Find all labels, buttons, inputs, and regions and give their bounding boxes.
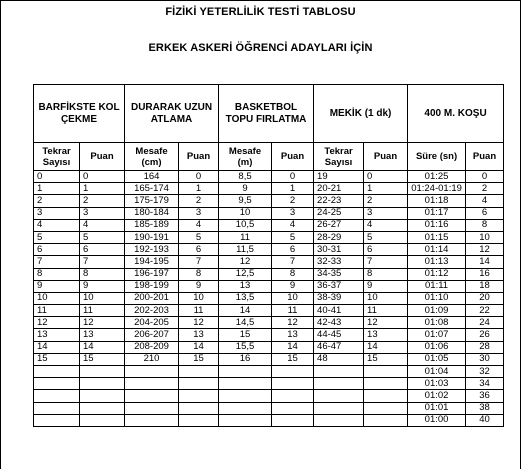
table-cell: 01:18 [408, 195, 466, 207]
table-cell: 10 [272, 292, 314, 304]
table-cell: 10 [466, 231, 504, 243]
table-cell: 4 [466, 195, 504, 207]
table-cell: 20-21 [314, 183, 364, 195]
table-cell: 01:15 [408, 231, 466, 243]
table-cell: 12 [179, 317, 219, 329]
table-cell: 13 [179, 329, 219, 341]
table-cell: 4 [364, 219, 408, 231]
table-cell: 18 [466, 280, 504, 292]
table-cell [364, 390, 408, 402]
table-cell: 11 [179, 305, 219, 317]
table-cell: 11 [364, 305, 408, 317]
table-cell: 204-205 [125, 317, 179, 329]
table-cell [80, 414, 125, 426]
sub-header-score: Puan [364, 143, 408, 171]
table-cell: 38-39 [314, 292, 364, 304]
table-cell: 6 [272, 244, 314, 256]
table-cell: 2 [80, 195, 125, 207]
table-cell: 28 [466, 341, 504, 353]
table-cell: 200-201 [125, 292, 179, 304]
table-cell: 15 [272, 353, 314, 365]
table-row [34, 268, 504, 280]
table-cell [179, 402, 219, 414]
table-cell: 13 [80, 329, 125, 341]
table-cell: 12 [80, 317, 125, 329]
table-cell: 10 [80, 292, 125, 304]
table-cell: 15 [364, 353, 408, 365]
table-cell: 5 [80, 231, 125, 243]
table-cell: 5 [272, 231, 314, 243]
table-cell [34, 402, 80, 414]
table-cell: 4 [272, 219, 314, 231]
table-cell [34, 366, 80, 378]
sub-header-score: Puan [179, 143, 219, 171]
table-cell: 14 [179, 341, 219, 353]
table-cell [34, 414, 80, 426]
table-cell: 6 [364, 244, 408, 256]
table-cell [179, 414, 219, 426]
table-cell: 13 [219, 280, 272, 292]
table-cell: 12 [364, 317, 408, 329]
table-cell: 2 [34, 195, 80, 207]
table-row [34, 183, 504, 195]
table-cell: 36 [466, 390, 504, 402]
table-cell: 01:16 [408, 219, 466, 231]
table-cell: 14,5 [219, 317, 272, 329]
table-cell: 30-31 [314, 244, 364, 256]
table-cell: 01:12 [408, 268, 466, 280]
table-cell: 9 [179, 280, 219, 292]
table-cell [80, 390, 125, 402]
table-cell [364, 378, 408, 390]
table-cell: 28-29 [314, 231, 364, 243]
table-cell: 13,5 [219, 292, 272, 304]
table-cell: 190-191 [125, 231, 179, 243]
table-row [34, 390, 504, 402]
table-cell [80, 378, 125, 390]
table-row [34, 244, 504, 256]
table-cell [125, 390, 179, 402]
table-cell [34, 390, 80, 402]
table-cell: 36-37 [314, 280, 364, 292]
table-cell: 2 [364, 195, 408, 207]
table-cell [272, 378, 314, 390]
table-cell: 196-197 [125, 268, 179, 280]
table-row [34, 329, 504, 341]
table-cell [314, 390, 364, 402]
table-cell [272, 390, 314, 402]
table-cell [219, 414, 272, 426]
table-cell: 13 [272, 329, 314, 341]
table-cell: 15,5 [219, 341, 272, 353]
table-cell: 10 [364, 292, 408, 304]
group-header-basketball-throw: BASKETBOL TOPU FIRLATMA [219, 85, 314, 143]
table-cell [314, 414, 364, 426]
table-cell: 198-199 [125, 280, 179, 292]
table-cell: 8 [364, 268, 408, 280]
table-cell: 0 [466, 171, 504, 183]
sub-header-score: Puan [272, 143, 314, 171]
sub-header-score: Puan [80, 143, 125, 171]
table-cell: 3 [80, 207, 125, 219]
table-cell [272, 402, 314, 414]
table-cell: 24-25 [314, 207, 364, 219]
table-cell: 01:24-01:19 [408, 183, 466, 195]
table-row [34, 414, 504, 426]
table-cell: 34-35 [314, 268, 364, 280]
table-cell: 15 [179, 353, 219, 365]
table-cell: 11 [219, 231, 272, 243]
table-cell [179, 378, 219, 390]
table-cell: 3 [34, 207, 80, 219]
table-cell [364, 366, 408, 378]
table-row [34, 305, 504, 317]
table-row [34, 207, 504, 219]
table-cell [272, 414, 314, 426]
table-cell: 1 [179, 183, 219, 195]
table-cell [125, 366, 179, 378]
table-cell: 0 [80, 171, 125, 183]
table-cell: 11,5 [219, 244, 272, 256]
table-cell: 32 [466, 366, 504, 378]
table-cell: 20 [466, 292, 504, 304]
table-cell: 01:04 [408, 366, 466, 378]
table-cell: 14 [219, 305, 272, 317]
table-cell: 42-43 [314, 317, 364, 329]
table-cell: 34 [466, 378, 504, 390]
table-cell: 01:11 [408, 280, 466, 292]
table-cell [364, 414, 408, 426]
table-cell [80, 366, 125, 378]
table-row [34, 195, 504, 207]
table-cell: 194-195 [125, 256, 179, 268]
group-header-400m-run: 400 M. KOŞU [408, 85, 504, 143]
table-cell: 0 [34, 171, 80, 183]
table-cell: 11 [34, 305, 80, 317]
table-cell: 01:05 [408, 353, 466, 365]
table-cell: 9 [34, 280, 80, 292]
group-header-pullup: BARFİKSTE KOL ÇEKME [34, 85, 125, 143]
table-cell: 206-207 [125, 329, 179, 341]
table-cell: 01:06 [408, 341, 466, 353]
table-cell: 12 [272, 317, 314, 329]
table-cell: 12 [219, 256, 272, 268]
table-cell: 6 [80, 244, 125, 256]
table-cell: 48 [314, 353, 364, 365]
table-cell: 164 [125, 171, 179, 183]
sub-header-score: Puan [466, 143, 504, 171]
table-cell: 13 [364, 329, 408, 341]
table-cell: 32-33 [314, 256, 364, 268]
table-cell: 3 [364, 207, 408, 219]
table-cell: 1 [272, 183, 314, 195]
table-row [34, 219, 504, 231]
table-cell: 14 [80, 341, 125, 353]
table-row [34, 317, 504, 329]
table-cell [219, 390, 272, 402]
table-cell: 7 [179, 256, 219, 268]
table-cell: 22 [466, 305, 504, 317]
table-cell: 0 [364, 171, 408, 183]
table-cell: 3 [272, 207, 314, 219]
table-cell: 26 [466, 329, 504, 341]
table-cell [179, 390, 219, 402]
table-cell [219, 402, 272, 414]
table-cell: 01:07 [408, 329, 466, 341]
table-row [34, 353, 504, 365]
document-title: FİZİKİ YETERLİLİK TESTİ TABLOSU [165, 6, 356, 18]
table-cell: 202-203 [125, 305, 179, 317]
table-cell: 01:10 [408, 292, 466, 304]
table-cell: 01:25 [408, 171, 466, 183]
table-cell: 165-174 [125, 183, 179, 195]
table-cell: 5 [364, 231, 408, 243]
table-cell: 9 [272, 280, 314, 292]
table-cell: 7 [272, 256, 314, 268]
table-cell: 5 [179, 231, 219, 243]
sub-header-measure: Süre (sn) [408, 143, 466, 171]
table-row [34, 292, 504, 304]
fitness-test-table [33, 84, 504, 427]
table-cell: 01:00 [408, 414, 466, 426]
table-row [34, 171, 504, 183]
sub-header-row [34, 143, 504, 171]
table-cell: 10 [34, 292, 80, 304]
table-cell [272, 366, 314, 378]
table-cell: 210 [125, 353, 179, 365]
table-cell: 9 [219, 183, 272, 195]
table-cell: 3 [179, 207, 219, 219]
table-cell [125, 414, 179, 426]
table-cell: 19 [314, 171, 364, 183]
table-cell: 8 [272, 268, 314, 280]
table-cell: 4 [34, 219, 80, 231]
table-cell [219, 366, 272, 378]
table-cell: 24 [466, 317, 504, 329]
table-cell: 15 [80, 353, 125, 365]
table-cell: 16 [219, 353, 272, 365]
table-cell: 13 [34, 329, 80, 341]
table-cell: 1 [364, 183, 408, 195]
table-cell: 46-47 [314, 341, 364, 353]
table-cell: 38 [466, 402, 504, 414]
table-cell [364, 402, 408, 414]
table-cell: 01:03 [408, 378, 466, 390]
table-cell: 26-27 [314, 219, 364, 231]
table-cell: 14 [34, 341, 80, 353]
group-header-row [34, 85, 504, 143]
table-cell [125, 378, 179, 390]
table-cell: 01:08 [408, 317, 466, 329]
table-cell: 7 [80, 256, 125, 268]
table-cell: 9,5 [219, 195, 272, 207]
table-cell: 10 [179, 292, 219, 304]
table-cell: 40-41 [314, 305, 364, 317]
table-cell: 11 [272, 305, 314, 317]
table-cell: 44-45 [314, 329, 364, 341]
table-cell: 01:14 [408, 244, 466, 256]
table-cell: 1 [80, 183, 125, 195]
table-cell: 12,5 [219, 268, 272, 280]
table-cell: 10 [219, 207, 272, 219]
table-cell: 8 [34, 268, 80, 280]
table-cell: 6 [466, 207, 504, 219]
table-row [34, 280, 504, 292]
table-cell: 14 [466, 256, 504, 268]
table-row [34, 256, 504, 268]
sub-header-measure: Mesafe (m) [219, 143, 272, 171]
table-cell: 180-184 [125, 207, 179, 219]
table-cell: 14 [272, 341, 314, 353]
table-cell [80, 402, 125, 414]
table-cell [314, 366, 364, 378]
table-cell: 9 [80, 280, 125, 292]
table-cell: 40 [466, 414, 504, 426]
table-cell: 208-209 [125, 341, 179, 353]
table-row [34, 402, 504, 414]
table-cell: 12 [466, 244, 504, 256]
table-row [34, 231, 504, 243]
table-cell: 8 [466, 219, 504, 231]
table-cell: 10,5 [219, 219, 272, 231]
table-cell: 12 [34, 317, 80, 329]
table-cell [179, 366, 219, 378]
table-cell: 0 [272, 171, 314, 183]
table-cell [314, 378, 364, 390]
table-cell: 2 [179, 195, 219, 207]
table-cell: 2 [466, 183, 504, 195]
table-row [34, 341, 504, 353]
table-cell: 8 [80, 268, 125, 280]
table-cell: 2 [272, 195, 314, 207]
table-cell [219, 378, 272, 390]
table-cell: 0 [179, 171, 219, 183]
table-cell: 15 [219, 329, 272, 341]
table-cell: 7 [34, 256, 80, 268]
table-cell: 1 [34, 183, 80, 195]
table-cell: 22-23 [314, 195, 364, 207]
table-cell: 4 [179, 219, 219, 231]
document-subtitle: ERKEK ASKERİ ÖĞRENCİ ADAYLARI İÇİN [148, 42, 373, 54]
table-cell: 4 [80, 219, 125, 231]
table-cell: 14 [364, 341, 408, 353]
table-cell: 6 [34, 244, 80, 256]
table-cell: 7 [364, 256, 408, 268]
table-cell: 11 [80, 305, 125, 317]
table-cell: 16 [466, 268, 504, 280]
sub-header-measure: Tekrar Sayısı [314, 143, 364, 171]
table-cell: 15 [34, 353, 80, 365]
sub-header-measure: Tekrar Sayısı [34, 143, 80, 171]
table-cell [34, 378, 80, 390]
group-header-situp: MEKİK (1 dk) [314, 85, 408, 143]
table-cell: 8 [179, 268, 219, 280]
table-cell: 6 [179, 244, 219, 256]
table-cell: 185-189 [125, 219, 179, 231]
table-cell: 30 [466, 353, 504, 365]
table-cell: 175-179 [125, 195, 179, 207]
table-cell [125, 402, 179, 414]
sub-header-measure: Mesafe (cm) [125, 143, 179, 171]
table-cell: 8,5 [219, 171, 272, 183]
table-row [34, 378, 504, 390]
table-cell: 01:17 [408, 207, 466, 219]
table-cell: 9 [364, 280, 408, 292]
table-cell [314, 402, 364, 414]
table-cell: 01:01 [408, 402, 466, 414]
table-cell: 192-193 [125, 244, 179, 256]
table-cell: 01:09 [408, 305, 466, 317]
table-cell: 01:13 [408, 256, 466, 268]
group-header-long-jump: DURARAK UZUN ATLAMA [125, 85, 219, 143]
table-row [34, 366, 504, 378]
table-cell: 01:02 [408, 390, 466, 402]
table-cell: 5 [34, 231, 80, 243]
